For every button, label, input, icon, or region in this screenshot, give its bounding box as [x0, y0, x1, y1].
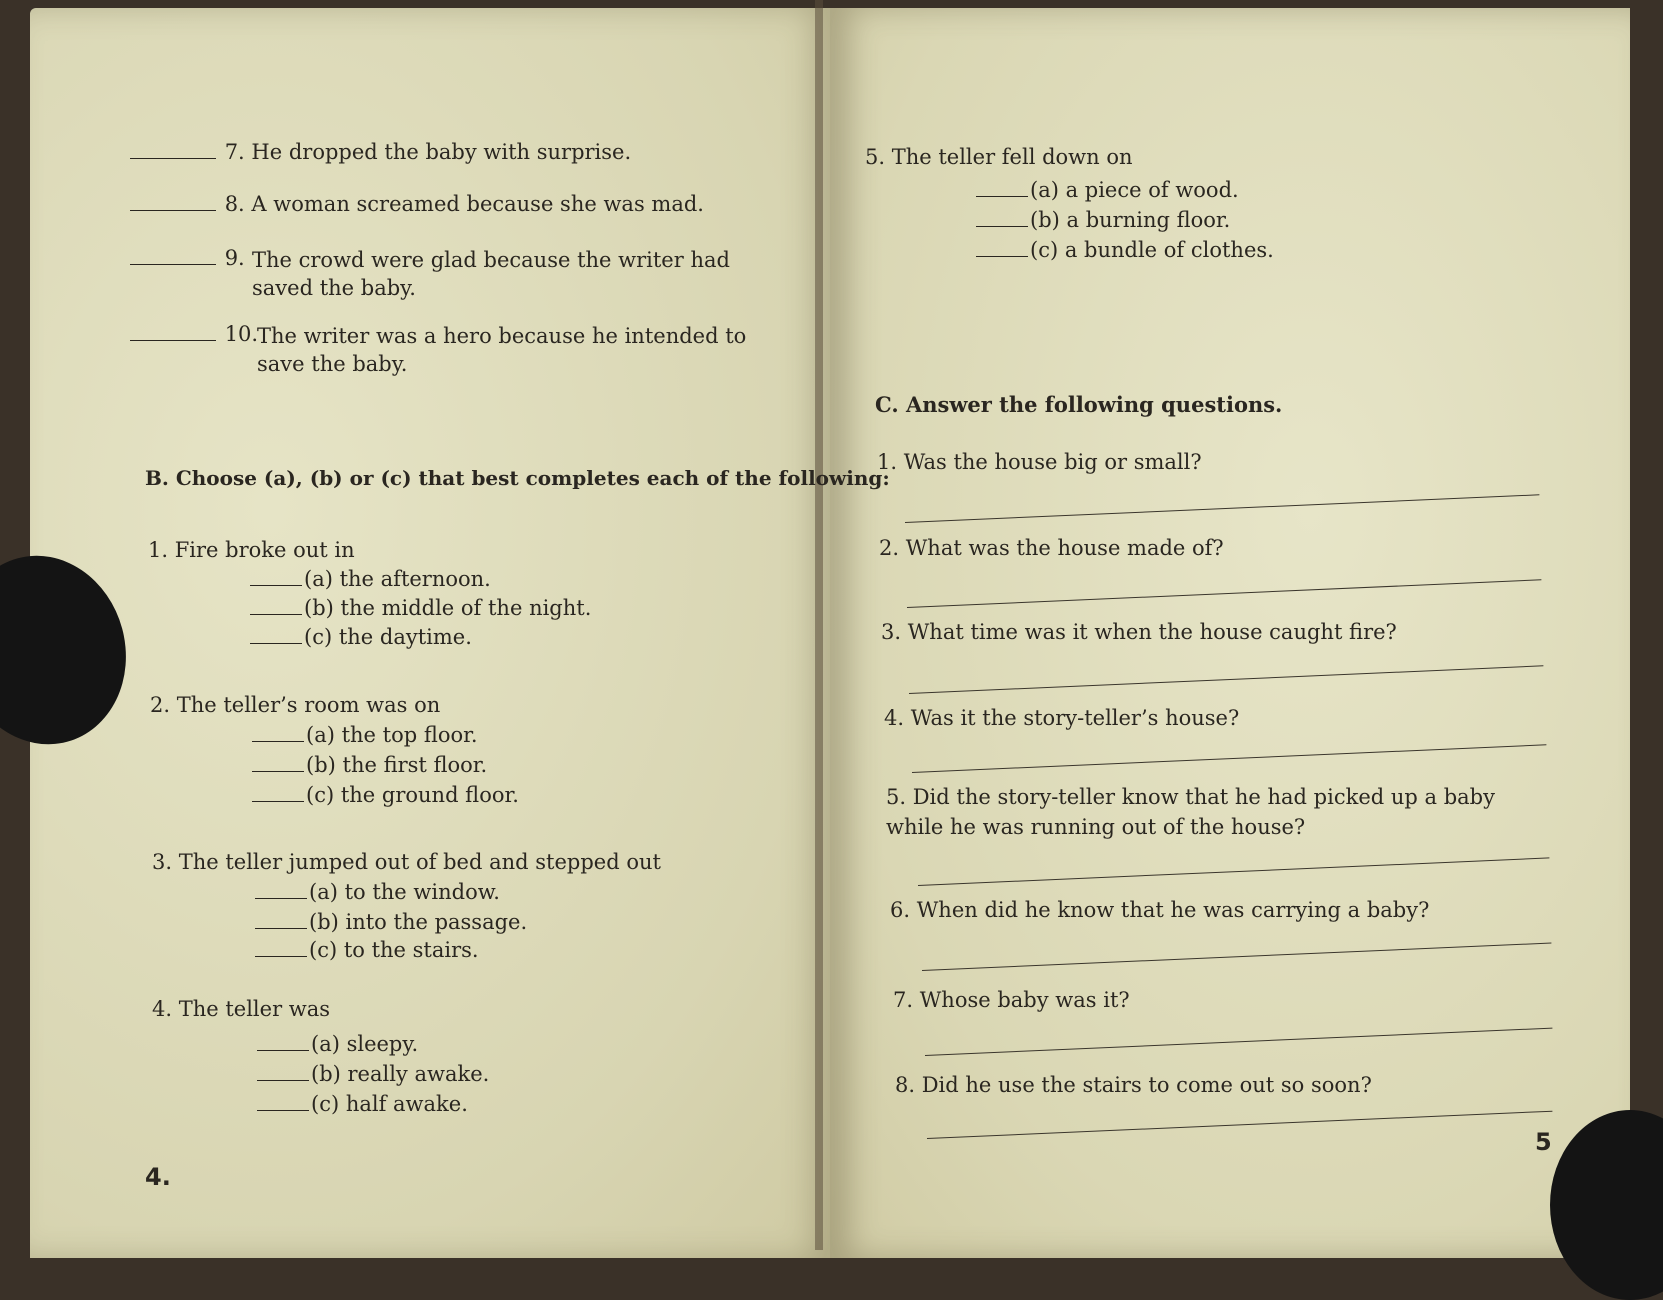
b-q2-option-a: (a) the top floor. — [252, 723, 478, 747]
answer-blank[interactable] — [130, 340, 216, 341]
answer-blank[interactable] — [252, 801, 304, 802]
b-question-3: 3. The teller jumped out of bed and stepped out — [152, 850, 661, 874]
b-q2-option-b: (b) the first floor. — [252, 753, 487, 777]
answer-blank[interactable] — [255, 928, 307, 929]
left-page-number: 4. — [145, 1163, 171, 1191]
c-question-8: 8. Did he use the stairs to come out so soon? — [895, 1073, 1372, 1097]
tf-item-9: 9. — [130, 246, 245, 270]
b-q4-option-c: (c) half awake. — [257, 1092, 468, 1116]
b-q1-option-a: (a) the afternoon. — [250, 567, 491, 591]
answer-blank[interactable] — [976, 226, 1028, 227]
answer-blank[interactable] — [252, 771, 304, 772]
b-q3-option-c: (c) to the stairs. — [255, 938, 479, 962]
c-question-4: 4. Was it the story-teller’s house? — [884, 706, 1240, 730]
b-q2-option-c: (c) the ground floor. — [252, 783, 519, 807]
b-q4-option-a: (a) sleepy. — [257, 1032, 418, 1056]
c-question-7: 7. Whose baby was it? — [893, 988, 1130, 1012]
answer-blank[interactable] — [250, 643, 302, 644]
tf-item-10-text: The writer was a hero because he intended to save the baby. — [257, 324, 747, 376]
c-question-6: 6. When did he know that he was carrying a baby? — [890, 898, 1430, 922]
answer-blank[interactable] — [976, 256, 1028, 257]
right-page-number: 5 — [1535, 1128, 1552, 1156]
answer-blank[interactable] — [250, 614, 302, 615]
b-q5-option-a: (a) a piece of wood. — [976, 178, 1239, 202]
b-question-1: 1. Fire broke out in — [148, 538, 355, 562]
answer-blank[interactable] — [250, 585, 302, 586]
b-q5-option-c: (c) a bundle of clothes. — [976, 238, 1274, 262]
c-question-3: 3. What time was it when the house caught fire? — [881, 620, 1397, 644]
answer-blank[interactable] — [130, 264, 216, 265]
tf-item-10: 10. — [130, 322, 258, 346]
b-q1-option-c: (c) the daytime. — [250, 625, 472, 649]
b-question-5: 5. The teller fell down on — [865, 145, 1133, 169]
section-c-heading: C. Answer the following questions. — [875, 392, 1283, 417]
answer-blank[interactable] — [255, 956, 307, 957]
tf-item-8: 8. A woman screamed because she was mad. — [130, 192, 704, 216]
answer-blank[interactable] — [976, 196, 1028, 197]
b-q3-option-a: (a) to the window. — [255, 880, 500, 904]
c-question-2: 2. What was the house made of? — [879, 536, 1224, 560]
answer-blank[interactable] — [130, 210, 216, 211]
b-question-4: 4. The teller was — [152, 997, 331, 1021]
tf-item-9-text: The crowd were glad because the writer had saved the baby. — [252, 248, 730, 300]
answer-blank[interactable] — [257, 1110, 309, 1111]
answer-blank[interactable] — [130, 158, 216, 159]
answer-blank[interactable] — [257, 1080, 309, 1081]
b-q5-option-b: (b) a burning floor. — [976, 208, 1230, 232]
answer-blank[interactable] — [255, 898, 307, 899]
answer-blank[interactable] — [252, 741, 304, 742]
b-q4-option-b: (b) really awake. — [257, 1062, 489, 1086]
tf-item-7: 7. He dropped the baby with surprise. — [130, 140, 631, 164]
section-b-heading: B. Choose (a), (b) or (c) that best completes each of the following: — [145, 466, 890, 490]
b-q3-option-b: (b) into the passage. — [255, 910, 527, 934]
book-spine — [815, 0, 823, 1250]
answer-blank[interactable] — [257, 1050, 309, 1051]
b-q1-option-b: (b) the middle of the night. — [250, 596, 591, 620]
b-question-2: 2. The teller’s room was on — [150, 693, 441, 717]
c-question-1: 1. Was the house big or small? — [877, 450, 1202, 474]
c-question-5: 5. Did the story-teller know that he had picked up a baby while he was running out of the house? — [886, 785, 1495, 839]
